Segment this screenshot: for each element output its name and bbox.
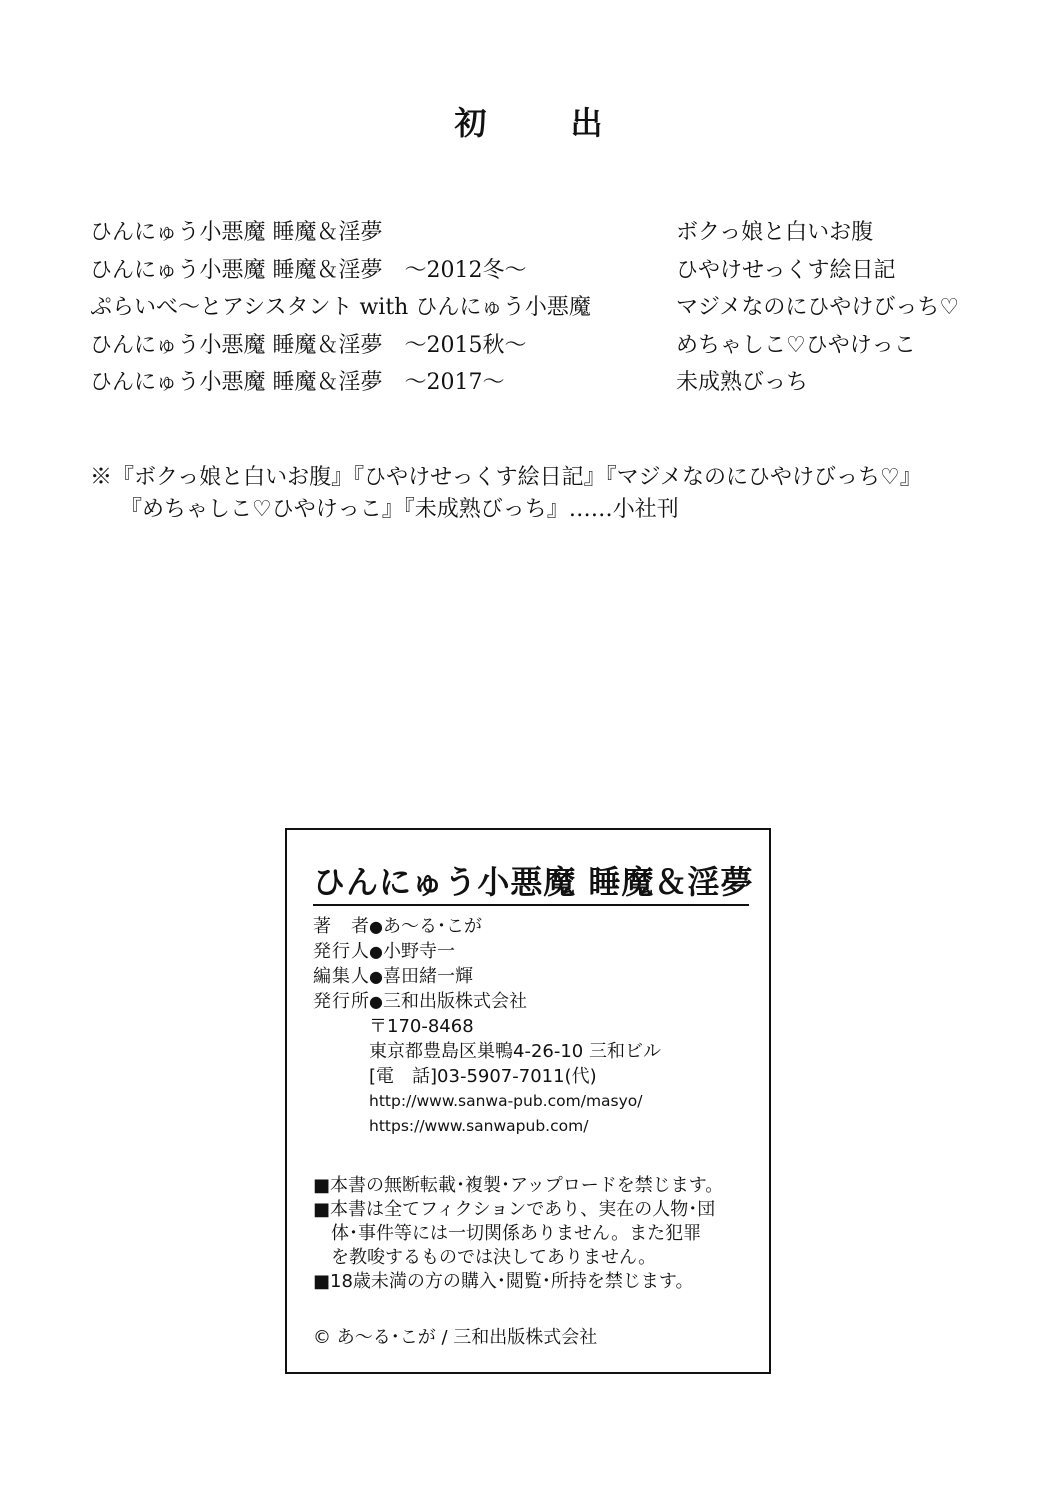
bullet-icon: ● bbox=[369, 917, 383, 936]
notice-item bbox=[313, 1198, 723, 1270]
credit-name: 小野寺一 bbox=[382, 941, 455, 962]
bullet-icon: ● bbox=[369, 942, 383, 961]
work-title: ぷらいべ～とアシスタント with ひんにゅう小悪魔 bbox=[90, 295, 591, 320]
colophon-box bbox=[285, 828, 771, 1374]
source-title: 未成熟びっち bbox=[676, 370, 809, 395]
notice-item bbox=[313, 1174, 723, 1198]
source-title: ひやけせっくす絵日記 bbox=[676, 257, 896, 283]
legal-notices bbox=[313, 1174, 723, 1294]
notice-text: 体･事件等には一切関係ありません。また犯罪 bbox=[331, 1223, 702, 1244]
bullet-icon: ● bbox=[369, 967, 383, 986]
website-link[interactable]: http://www.sanwa-pub.com/masyo/ bbox=[369, 1092, 643, 1110]
street-address: 東京都豊島区巣鴨4-26-10 三和ビル bbox=[369, 1041, 661, 1062]
source-title: ボクっ娘と白いお腹 bbox=[676, 220, 874, 245]
credit-role: 発行人 bbox=[313, 941, 369, 962]
list-item bbox=[90, 327, 990, 365]
credit-role: 編集人 bbox=[313, 966, 369, 987]
source-title: めちゃしこ♡ひやけっこ bbox=[676, 332, 916, 358]
credit-editor bbox=[313, 964, 661, 989]
copyright-notice: © あ～る･こが / 三和出版株式会社 bbox=[313, 1327, 598, 1348]
notice-text: ■18歳未満の方の購入･閲覧･所持を禁じます。 bbox=[313, 1271, 694, 1292]
work-title: ひんにゅう小悪魔 睡魔＆淫夢 ～2017～ bbox=[90, 370, 505, 395]
book-title: ひんにゅう小悪魔 睡魔＆淫夢 bbox=[313, 860, 749, 906]
notice-text: ■本書の無断転載･複製･アップロードを禁じます。 bbox=[313, 1175, 724, 1196]
credit-role: 発行所 bbox=[313, 991, 369, 1012]
credit-role: 著者 bbox=[313, 916, 369, 937]
note-line: ※『ボクっ娘と白いお腹』『ひやけせっくす絵日記』『マジメなのにひやけびっち♡』 bbox=[90, 465, 922, 490]
source-title: マジメなのにひやけびっち♡ bbox=[676, 295, 960, 320]
list-item bbox=[90, 252, 990, 290]
page-heading: 初 出 bbox=[454, 104, 629, 142]
credit-name: あ～る･こが bbox=[382, 916, 482, 937]
list-item bbox=[90, 364, 990, 402]
credits bbox=[313, 914, 661, 1139]
first-appearance-list bbox=[90, 214, 990, 402]
credit-name: 喜田緒一輝 bbox=[382, 966, 473, 987]
credit-publisher bbox=[313, 939, 661, 964]
list-item bbox=[90, 214, 990, 252]
credit-author bbox=[313, 914, 661, 939]
website-link[interactable]: https://www.sanwapub.com/ bbox=[369, 1117, 589, 1135]
phone-number: [電 話]03-5907-7011(代) bbox=[369, 1066, 597, 1087]
work-title: ひんにゅう小悪魔 睡魔＆淫夢 ～2015秋～ bbox=[90, 332, 527, 358]
credit-publishing-house bbox=[313, 989, 661, 1014]
work-title: ひんにゅう小悪魔 睡魔＆淫夢 ～2012冬～ bbox=[90, 257, 527, 283]
postal-code: 〒170-8468 bbox=[369, 1016, 474, 1037]
note-line: 『めちゃしこ♡ひやけっこ』『未成熟びっち』……小社刊 bbox=[120, 497, 679, 522]
publisher-note bbox=[90, 462, 922, 526]
notice-text: を教唆するものでは決してありません。 bbox=[331, 1247, 657, 1268]
bullet-icon: ● bbox=[369, 992, 383, 1011]
notice-item bbox=[313, 1270, 723, 1294]
work-title: ひんにゅう小悪魔 睡魔＆淫夢 bbox=[90, 220, 383, 245]
notice-text: ■本書は全てフィクションであり、実在の人物･団 bbox=[313, 1199, 716, 1220]
list-item bbox=[90, 289, 990, 327]
credit-name: 三和出版株式会社 bbox=[382, 991, 527, 1012]
